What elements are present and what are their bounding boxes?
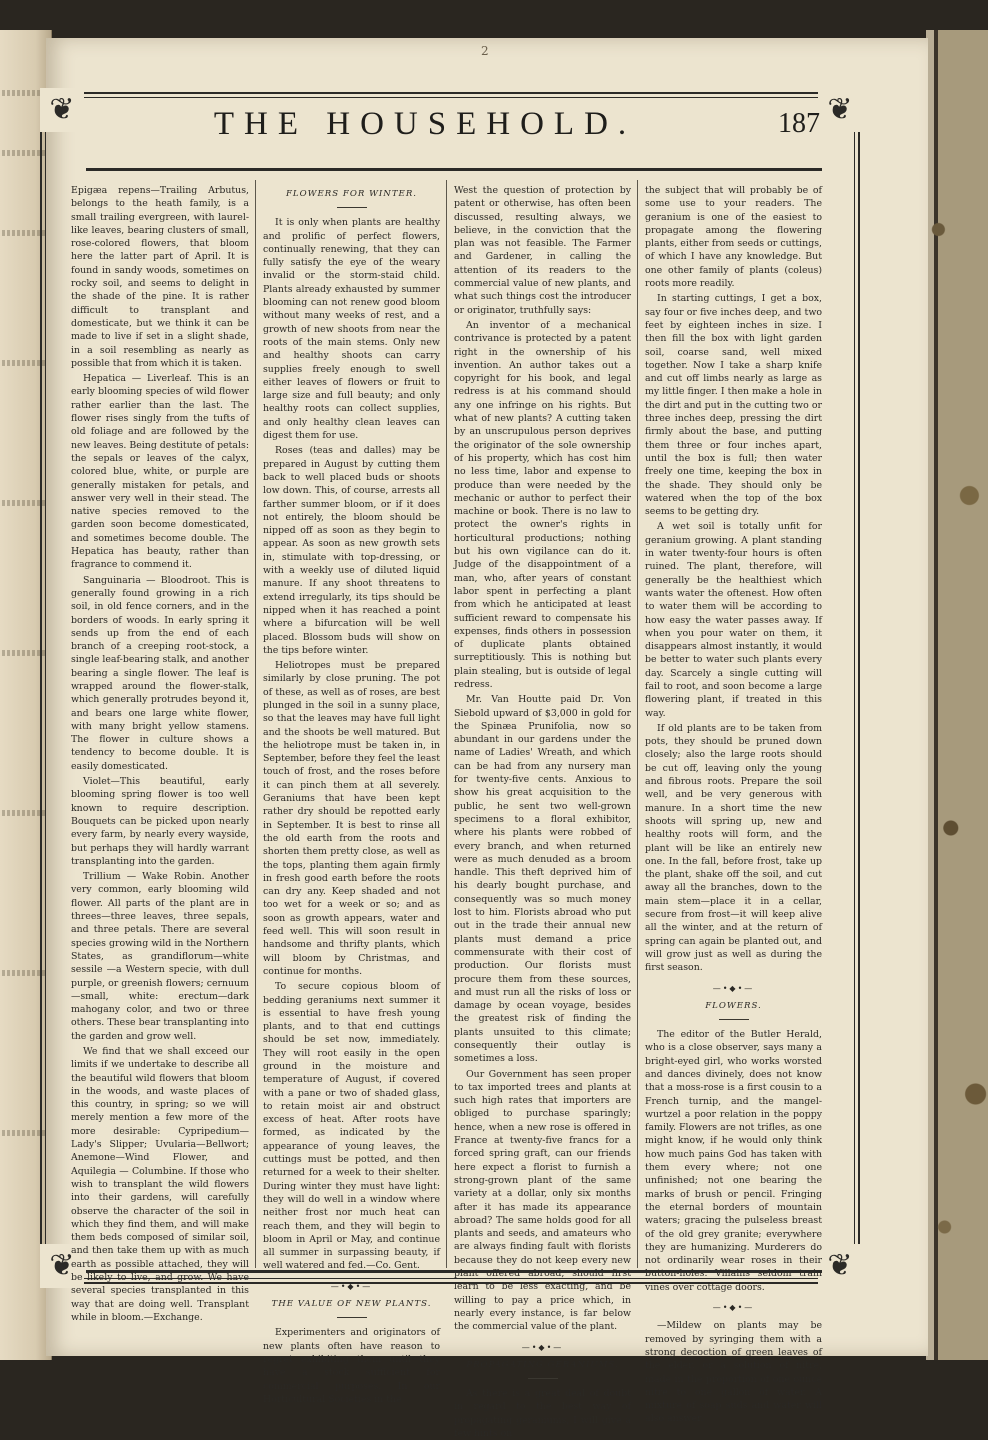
article-paragraph: If old plants are to be taken from pots, they should be pruned down closely; also the large roots should be cut off, leaving only the young and fibrous roots. Prepare the soil well, and be very generous with manure. In a short time the new shoots will spring up, new and healthy roots will form, and the plant will be like an entirely new one. In the fall, before frost, take up the plant, shake off the soil, and cut away all the branches, down to the main stem—place it in a cellar, secure from frost—it will keep alive all the winter, and at the return of spring can again be planted out, and will grow just as well as during the first season.: [645, 722, 822, 974]
article-paragraph: Sanguinaria — Bloodroot. This is generally found growing in a rich soil, in old fence corners, and in the borders of woods. In early spring it sends up from the end of each branch of a creeping root-stock, a single leaf-bearing stalk, and another bearing a single flower. The leaf is wrapped around the flower-stalk, which generally protrudes beyond it, and bears one large white flower, with many bright yellow stamens. The flower in culture shows a tendency to become double. It is easily domesticated.: [71, 574, 249, 772]
article-paragraph: Epigæa repens—Trailing Arbutus, belongs to the heath family, is a small trailing evergreen, with laurel-like leaves, bearing clusters of small, rose-colored flowers, that bloom here the latter part of April. It is found in sandy woods, sometimes on rocky soil, and seems to delight in the shade of the pine. It is rather difficult to transplant and domesticate, but we think it can be made to live if set in a slight shade, in a soil resembling as nearly as possible that from which it is taken.: [71, 185, 249, 369]
column-2: [255, 180, 446, 1405]
dot-ornament-icon: —•◆•—: [521, 1342, 564, 1352]
article-paragraph: Hepatica — Liverleaf. This is an early blooming species of wild flower rather earlier than the last. The flower rises singly from the tufts of old foliage and are followed by the new leaves. Being destitute of petals: the sepals or leaves of the calyx, colored blue, white, or purple are generally mistaken for petals, and answer very well in their stead. The native species removed to the garden soon become domesticated, and sometimes become double. The Hepatica has beauty, rather than fragrance to commend it.: [71, 373, 249, 571]
column-3: [446, 180, 637, 1440]
article-paragraph: Roses (teas and dalles) may be prepared in August by cutting them back to well placed buds or shoots low down. This, of course, arrests all farther summer bloom, or if it does not entirely, the bloom should be nipped off as soon as they begin to appear. As soon as new growth sets in, stimulate with top-dressing, or with a weekly use of diluted liquid manure. If any shoot threatens to extend irregularly, its tips should be nipped when it has reached a point where a bifurcation will be well placed. Blossom buds will show on the tips before winter.: [263, 445, 440, 656]
section-heading: FLOWERS FOR WINTER.: [285, 189, 418, 199]
article-paragraph: the subject that will probably be of some use to your readers. The geranium is one of the easiest to propagate among the flowering plants, either from seeds or cuttings, of which I have any knowledge. But one other family of plants (coleus) roots more readily.: [645, 185, 822, 290]
section-heading: FLOWERS.: [705, 1000, 762, 1011]
folio-mark: 2: [481, 44, 489, 58]
article-paragraph: A wet soil is totally unfit for geranium growing. A plant standing in water twenty-four hours is often ruined. The plant, therefore, will generally be the healthiest which wants water the oftenest. How often to water them will be according to how easy the water passes away. If when you pour water on them, it disappears almost instantly, it would be better to water such plants every day. Scarcely a single cutting will fail to root, and soon become a large flowering plant, if treated in this way.: [645, 521, 822, 719]
article-paragraph: As there is a great deal of doubt in regard to the best way of propagating geraniums, I will give a few hints on: [454, 1388, 631, 1440]
article-paragraph: To secure copious bloom of bedding geraniums next summer it is essential to have fresh young plants, and to that end cuttings should be set now, immediately. They will root easily in the open ground in the moisture and temperature of August, if covered with a pane or two of shaded glass, to retain moist air and obstruct excess of heat. After roots have formed, as indicated by the appearance of young leaves, the cuttings must be potted, and then returned for a week to their shelter. During winter they must have light: they will do well in a window where neither frost nor much heat can reach them, and they will begin to bloom in April or May, and continue all summer in surpassing beauty, if well watered and fed.—Co. Gent.: [263, 981, 440, 1272]
scroll-flourish-icon: ❦: [40, 1244, 84, 1288]
article-paragraph: West the question of protection by patent or otherwise, has often been discussed, resulting always, we believe, in the conviction that the plan was not feasible. The Farmer and Gardener, in calling the attention of its readers to the commercial value of new plants, and what such things cost the introducer or originator, truthfully says:: [454, 185, 631, 316]
article-paragraph: Heliotropes must be prepared similarly by close pruning. The pot of these, as well as of roses, are best plunged in the soil in a sunny place, so that the leaves may have full light and the shoots be well matured. But the heliotrope must be taken in, in September, before they feel the least touch of frost, and the roses before it can pinch them at all severely. Geraniums that have been kept rather dry should be repotted early in September. It is best to rinse all the old earth from the roots and shorten them pretty close, as well as the tops, planting them again firmly in fresh good earth before the roots can dry any. Keep shaded and not too wet for a week or so; and as soon as growth appears, water and feed well. This will soon result in handsome and thrifty plants, which will bloom by Christmas, and continue for months.: [263, 660, 440, 977]
scroll-flourish-icon: ❦: [40, 88, 84, 132]
article-paragraph: Trillium — Wake Robin. Another very common, early blooming wild flower. All parts of the plant are in threes—three leaves, three sepals, and three petals. There are several species growing wild in the Northern States, as grandiflorum—white sessile —a Western specie, with dull purple, or greenish flowers; cernuum—small, white: erectum—dark mahogany color, and two or three others. These bear transplanting into the garden and grow well.: [71, 871, 249, 1042]
article-paragraph: We find that we shall exceed our limits if we undertake to describe all the beautiful wild flowers that bloom in the woods, and waste places of this country, in spring; so we will merely mention a few more of the more desirable: Cypripedium—Lady's Slipper; Uvularia—Bellwort; Anemone—Wind Flower, and Aquilegia — Columbine. If those who wish to transplant the wild flowers into their gardens, will carefully observe the character of the soil in which they find them, and will make them beds composed of similar soil, and then take them up with as much earth as possible attached, they will be likely to live, and grow. We have several species transplanted in this way that are doing well. Transplant while in bloom.—Exchange.: [71, 1046, 249, 1323]
article-columns: [64, 180, 828, 1440]
column-1: [64, 180, 255, 1323]
section-heading: PROPAGATING GERANIUMS.: [466, 1359, 619, 1370]
masthead: [90, 106, 820, 146]
article-paragraph: The editor of the Butler Herald, who is a close observer, says many a bright-eyed girl, who works worsted and dances divinely, does not know that a moss-rose is a first cousin to a French turnip, and the mangel-wurtzel a poor relation in the poppy family. Flowers are not trifles, as one might know, if he would only think how much pains God has taken with them every where; not one unfinished; not one bearing the marks of brush or pencil. Fringing the eternal borders of mountain waters; gracing the pulseless breast of the old grey granite; everywhere they are humanizing. Murderers do not ordinarily wear roses in their button-holes. Villains seldom train vines over cottage doors.: [645, 1029, 822, 1293]
masthead-rule: [86, 168, 822, 171]
article-paragraph: In starting cuttings, I get a box, say four or five inches deep, and two feet by eighteen inches in size. I then fill the box with light garden soil, coarse sand, well mixed together. Now I take a sharp knife and cut off limbs nearly as large as my little finger. I then make a hole in the dirt and put in the cutting two or three inches deep, pressing the dirt firmly about the base, and putting them three or four inches apart, until the box is full; then water freely one time, keeping the box in the shade. They should only be watered when the top of the box seems to be getting dry.: [645, 293, 822, 518]
heading-rule: [528, 1378, 558, 1379]
column-4: [637, 180, 828, 1425]
article-paragraph: Mr. Van Houtte paid Dr. Von Siebold upward of $3,000 in gold for the Spinæa Prunifolia, now so abundant in our gardens under the name of Ladies' Wreath, and which can be had from any nursery man for twenty-five cents. Anxious to show his great acquisition to the public, he sent two well-grown specimens to a floral exhibitor, where his plants were robbed of every branch, and when returned were as much denuded as a broom handle. This theft deprived him of his dearly bought purchase, and consequently was so much money lost to him. Florists abroad who put out in the trade their annual new plants must demand a price commensurate with their cost of production. Our florists must procure them from these sources, and must run all the risks of loss or damage by ocean voyage, besides the greatest risk of finding the plants unsuited to this climate; consequently their outlay is sometimes a loss.: [454, 694, 631, 1065]
heading-rule: [337, 207, 367, 208]
section-heading: THE VALUE OF NEW PLANTS.: [271, 1299, 432, 1310]
article-paragraph: An inventor of a mechanical contrivance is protected by a patent right in the ownership of his invention. An author takes out a copyright for his book, and legal redress is at his command should any one infringe on his rights. But what of new plants? A cutting taken by an unscrupulous person deprives the originator of the sole ownership of his property, which has cost him no less time, labor and expense to produce than were needed by the mechanic or author to perfect their machine or book. There is no law to protect the owner's rights in horticultural productions; nothing but his own vigilance can do it. Judge of the disappointment of a man, who, after years of constant labor spent in perfecting a plant from which he anticipated at least sufficient reward to compensate his expenses, finds others in possession of duplicate plants obtained surreptitiously. This is nothing but plain stealing, but is outside of legal redress.: [454, 319, 631, 690]
article-paragraph: Violet—This beautiful, early blooming spring flower is too well known to require description. Bouquets can be picked upon nearly every farm, by nearly every wayside, but perhaps they will hardly warrant transplanting into the garden.: [71, 776, 249, 867]
article-paragraph: Experimenters and originators of new plants often have reason to regret exhibiting them until they have a stock sufficient for commercial purposes. In our Horticultural Societies in the: [263, 1327, 440, 1405]
heading-rule: [719, 1019, 749, 1020]
bottom-rule: [86, 1270, 822, 1273]
dot-ornament-icon: —•◆•—: [712, 983, 755, 993]
scroll-flourish-icon: ❦: [818, 88, 862, 132]
article-paragraph: Our Government has seen proper to tax imported trees and plants at such high rates that importers are obliged to purchase sparingly; hence, when a new rose is offered in France at twenty-five francs for a forced spring graft, can our friends here expect a florist to furnish a strong-grown plant of the same variety at a dollar, only six months after it has made its appearance abroad? The same holds good for all plants and seeds, and amateurs who are always finding fault with florists because they do not keep every new plant offered abroad, should first learn to be less exacting, and be willing to pay a price which, in nearly every instance, is far below the commercial value of the plant.: [454, 1068, 631, 1333]
article-paragraph: It is only when plants are healthy and prolific of perfect flowers, continually renewing, that they can fully satisfy the eye of the weary invalid or the storm-staid child. Plants already exhausted by summer blooming can not renew good bloom without many weeks of rest, and a growth of new shoots from near the roots of the main stems. Only new and healthy shoots can carry supplies freely enough to swell either leaves of flowers or fruit to large size and full beauty; and only healthy roots can collect supplies, and only healthy clean leaves can digest them for use.: [263, 217, 440, 442]
page-number: 187: [778, 108, 820, 139]
dot-ornament-icon: —•◆•—: [330, 1281, 373, 1291]
heading-rule: [337, 1317, 367, 1318]
book-cover-edge: [926, 30, 988, 1360]
article-paragraph: —Mildew on plants may be removed by syringing them with a strong decoction of green leaves of the elder, or a solution of nitre, made in the proportion of one ounce nitre to one gallon of water. A mixture of soap suds and water will also answer.: [645, 1320, 822, 1425]
scroll-flourish-icon: ❦: [818, 1244, 862, 1288]
masthead-title: THE HOUSEHOLD.: [213, 106, 637, 142]
dot-ornament-icon: —•◆•—: [712, 1303, 755, 1313]
